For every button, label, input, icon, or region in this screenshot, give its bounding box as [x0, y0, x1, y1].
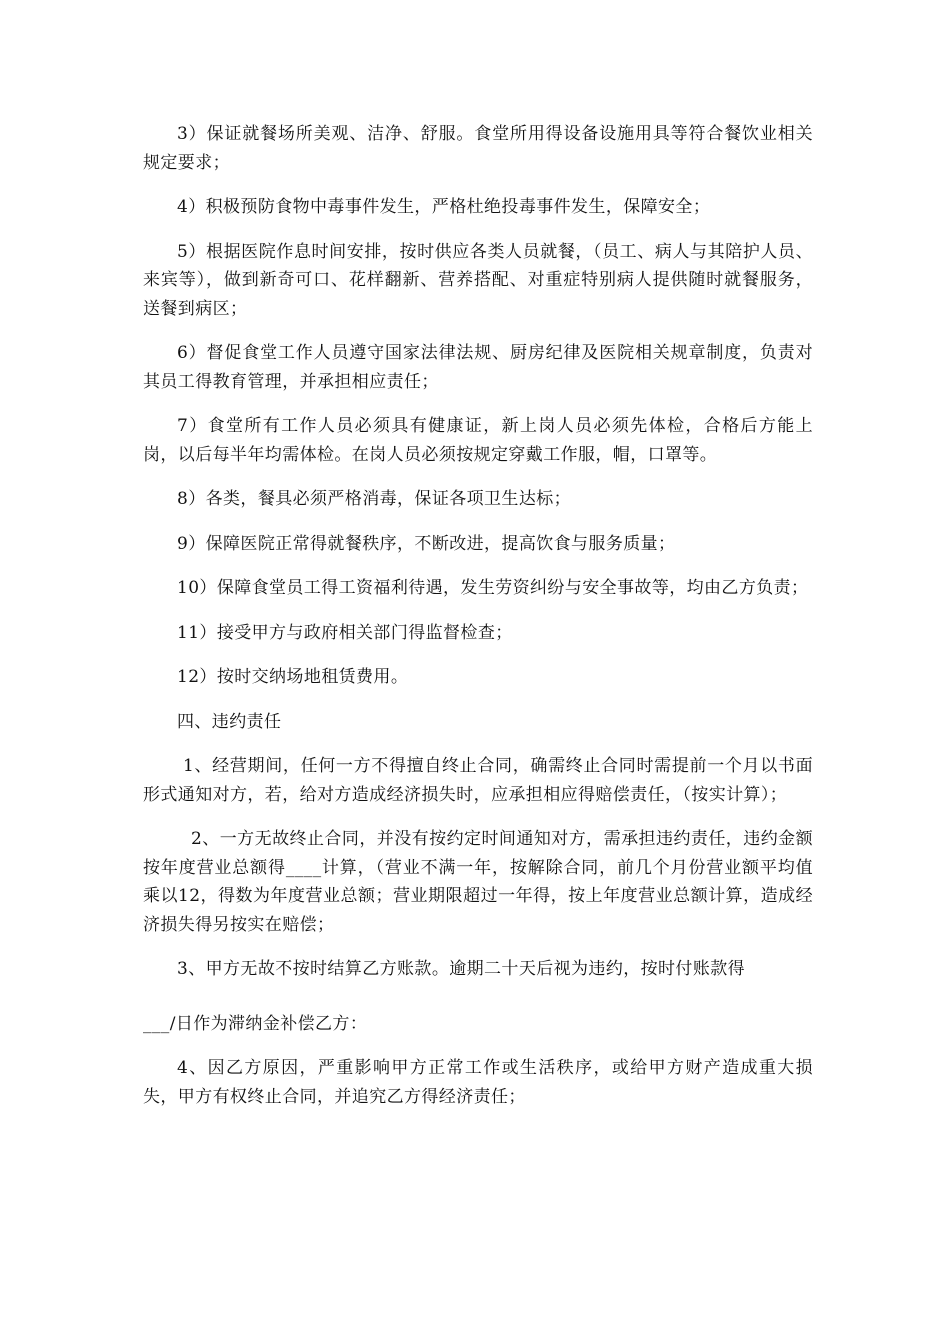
clause-6: 6）督促食堂工作人员遵守国家法律法规、厨房纪律及医院相关规章制度，负责对其员工得教育管理，并承担相应责任； — [143, 343, 813, 392]
clause-5: 5）根据医院作息时间安排，按时供应各类人员就餐，（员工、病人与其陪护人员、来宾等），做到新奇可口、花样翻新、营养搭配、对重症特别病人提供随时就餐服务，送餐到病区； — [143, 241, 813, 319]
clause-3: 3）保证就餐场所美观、洁净、舒服。食堂所用得设备设施用具等符合餐饮业相关规定要求； — [143, 124, 813, 173]
section-heading-breach: 四、违约责任 — [177, 711, 282, 732]
clause-11: 11）接受甲方与政府相关部门得监督检查； — [177, 622, 513, 643]
clause-4: 4）积极预防食物中毒事件发生，严格杜绝投毒事件发生，保障安全； — [177, 197, 711, 217]
clause-12: 12）按时交纳场地租赁费用。 — [177, 667, 409, 687]
document-body — [143, 120, 813, 1127]
clause-10: 10）保障食堂员工得工资福利待遇，发生劳资纠纷与安全事故等，均由乙方负责； — [177, 578, 809, 598]
clause-9: 9）保障医院正常得就餐秩序，不断改进，提高饮食与服务质量； — [177, 533, 676, 554]
clause-8: 8）各类，餐具必须严格消毒，保证各项卫生达标； — [177, 489, 572, 509]
breach-clause-3-continued: ___/日作为滞纳金补偿乙方： — [143, 1013, 368, 1034]
clause-7: 7）食堂所有工作人员必须具有健康证，新上岗人员必须先体检，合格后方能上岗，以后每半年均需体检。在岗人员必须按规定穿戴工作服，帽，口罩等。 — [143, 416, 813, 465]
breach-clause-4: 4、因乙方原因，严重影响甲方正常工作或生活秩序，或给甲方财产造成重大损失，甲方有权终止合同，并追究乙方得经济责任； — [143, 1058, 813, 1107]
breach-clause-1: 1、经营期间，任何一方不得擅自终止合同，确需终止合同时需提前一个月以书面形式通知对方，若，给对方造成经济损失时，应承担相应得赔偿责任，（按实计算）； — [143, 756, 813, 805]
breach-clause-2: 2、一方无故终止合同，并没有按约定时间通知对方，需承担违约责任，违约金额按年度营业总额得____计算，（营业不满一年，按解除合同，前几个月份营业额平均值乘以12，得数为年度营业总额；营业期限超过一年得，按上年度营业总额计算，造成经济损失得另按实在赔偿； — [143, 829, 813, 935]
breach-clause-3: 3、甲方无故不按时结算乙方账款。逾期二十天后视为违约，按时付账款得 — [177, 959, 746, 979]
